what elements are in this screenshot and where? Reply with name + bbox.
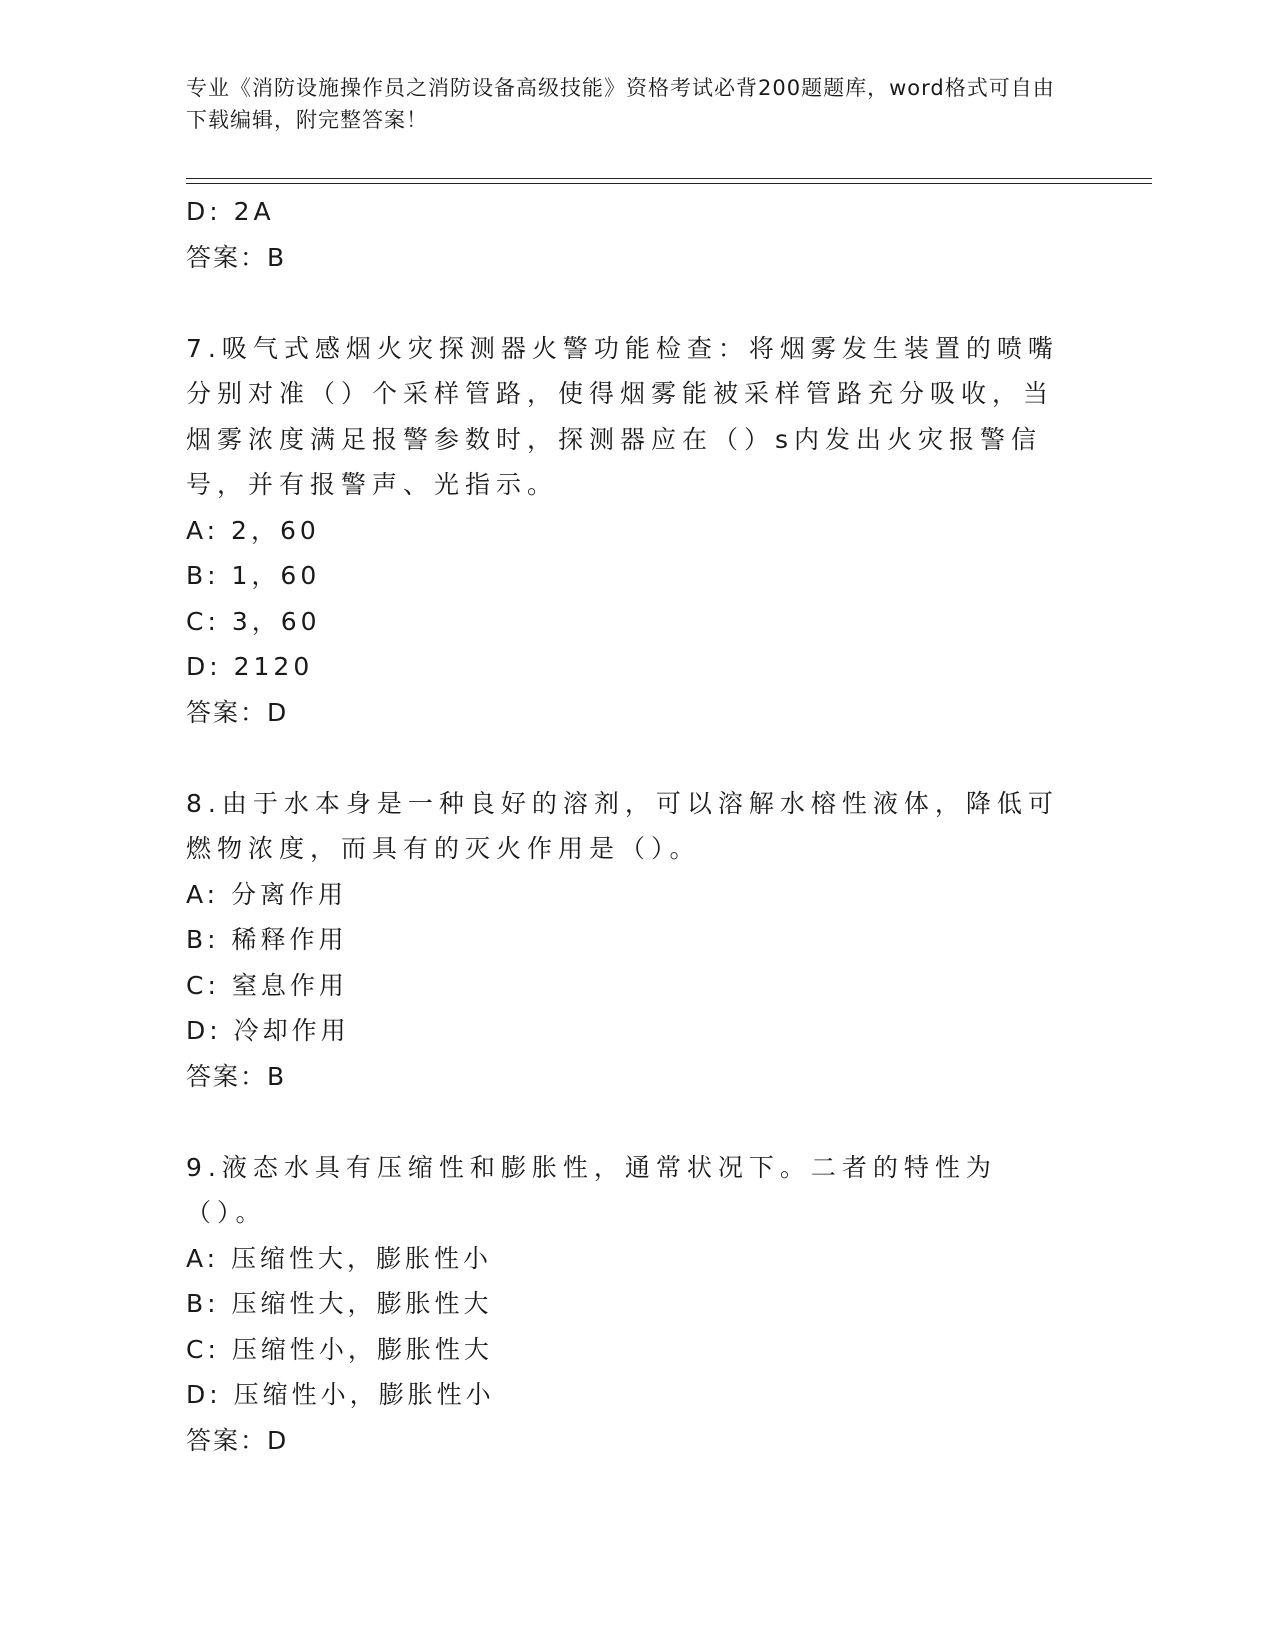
option-d: D: 2120 bbox=[186, 652, 314, 681]
question-9 bbox=[186, 1145, 1086, 1464]
option-b: B: 稀释作用 bbox=[186, 925, 348, 954]
option-b: B: 1，60 bbox=[186, 561, 321, 590]
option-d: D: 压缩性小，膨胀性小 bbox=[186, 1380, 495, 1409]
header-divider-bottom bbox=[186, 183, 1152, 184]
answer: 答案：D bbox=[186, 1425, 289, 1455]
option-d: D: 冷却作用 bbox=[186, 1016, 350, 1045]
option-b: B: 压缩性大，膨胀性大 bbox=[186, 1289, 493, 1318]
option-c: C: 压缩性小，膨胀性大 bbox=[186, 1334, 493, 1364]
header-divider-top bbox=[186, 178, 1152, 179]
previous-answer: 答案：B bbox=[186, 242, 287, 272]
question-text: 8.由于水本身是一种良好的溶剂，可以溶解水榕性液体，降低可燃物浓度，而具有的灭火作用是（）。 bbox=[186, 788, 1059, 863]
option-a: A: 分离作用 bbox=[186, 879, 348, 909]
option-c: C: 窒息作用 bbox=[186, 970, 348, 1000]
question-text: 9.液态水具有压缩性和膨胀性，通常状况下。二者的特性为（）。 bbox=[186, 1152, 997, 1227]
question-text: 7.吸气式感烟火灾探测器火警功能检查：将烟雾发生装置的喷嘴分别对准（）个采样管路，使得烟雾能被采样管路充分吸收，当烟雾浓度满足报警参数时，探测器应在（）s内发出火灾报警信号，并有报警声、光指示。 bbox=[186, 333, 1059, 499]
option-c: C: 3，60 bbox=[186, 606, 321, 636]
answer: 答案：B bbox=[186, 1061, 287, 1091]
document-header: 专业《消防设施操作员之消防设备高级技能》资格考试必背200题题库，word格式可自由下载编辑，附完整答案！ bbox=[186, 76, 1055, 132]
question-7 bbox=[186, 326, 1086, 736]
previous-option-d: D: 2A bbox=[186, 197, 275, 226]
option-a: A: 压缩性大，膨胀性小 bbox=[186, 1243, 493, 1273]
answer: 答案：D bbox=[186, 697, 289, 727]
spacer bbox=[186, 735, 1086, 781]
option-a: A: 2，60 bbox=[186, 515, 320, 545]
spacer bbox=[186, 280, 1086, 326]
question-content bbox=[186, 189, 1086, 1463]
spacer bbox=[186, 1099, 1086, 1145]
question-8 bbox=[186, 781, 1086, 1100]
